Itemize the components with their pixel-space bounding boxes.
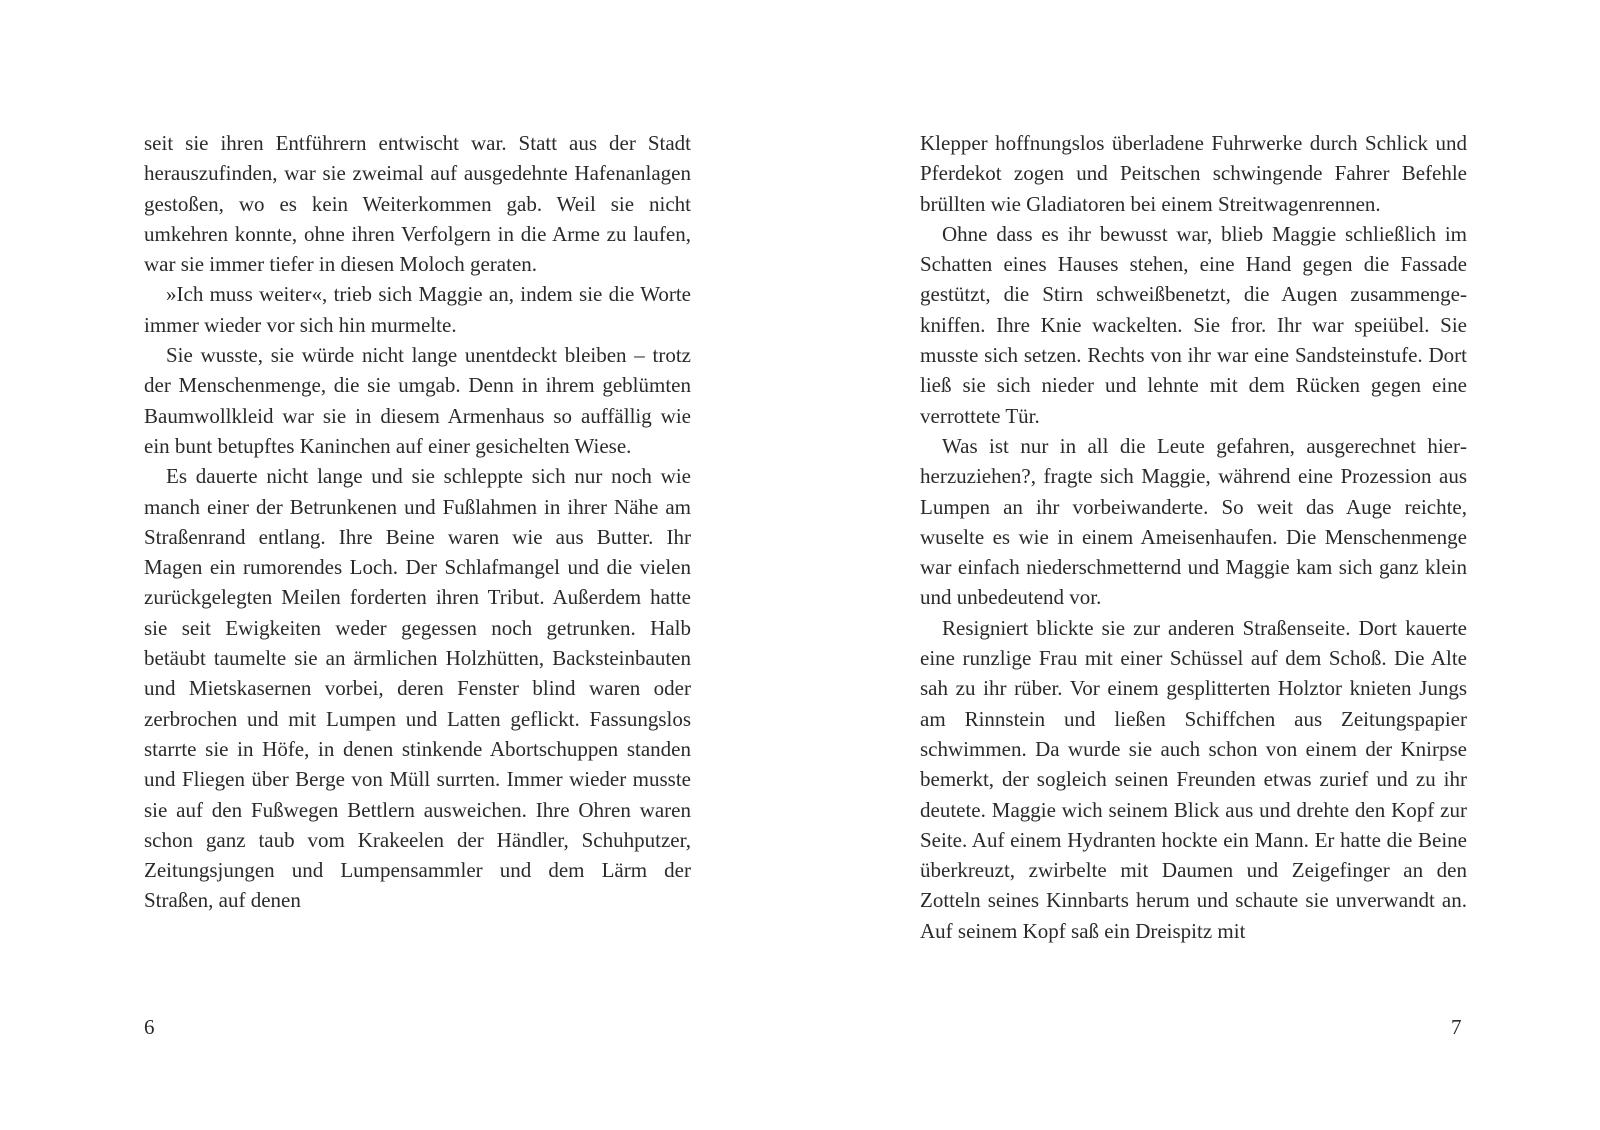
left-paragraph-1: seit sie ihren Entführern entwischt war. Statt aus der Stadt herauszufinden, war sie zweimal auf ausgedehnte Hafenanlagen gestoßen, wo es kein Weiterkommen gab. Weil sie nicht umkehren konnte, ohne ihren Verfolgern in die Arme zu laufen, war sie immer tiefer in diesen Moloch geraten.: [144, 131, 691, 277]
left-page-number: 6: [144, 1015, 155, 1039]
right-paragraph-4: Resigniert blickte sie zur anderen Straßenseite. Dort kauerte eine runzlige Frau mit einer Schüssel auf dem Schoß. Die Alte sah zu ihr rüber. Vor einem gesplitterten Holztor knieten Jungs am Rinnstein und ließen Schiffchen aus Zeitungspapier schwimmen. Da wurde sie auch schon von einem der Knirpse bemerkt, der sogleich seinen Freunden etwas zurief und zu ihr deutete. Maggie wich seinem Blick aus und drehte den Kopf zur Seite. Auf einem Hydranten hockte ein Mann. Er hatte die Beine überkreuzt, zwirbelte mit Daumen und Zeigefinger an den Zotteln seines Kinnbarts herum und schaute sie unverwandt an. Auf seinem Kopf saß ein Dreispitz mit: [920, 615, 1467, 943]
right-paragraph-3: Was ist nur in all die Leute gefahren, ausgerechnet hierherzuziehen?, fragte sich Maggie, während eine Prozession aus Lumpen an ihr vorbeiwanderte. So weit das Auge reichte, wuselte es wie in einem Ameisenhaufen. Die Menschenmenge war einfach niederschmetternd und Maggie kam sich ganz klein und unbedeutend vor.: [920, 433, 1467, 610]
right-page: [920, 128, 1467, 946]
right-paragraph-1: Klepper hoffnungslos überladene Fuhrwerke durch Schlick und Pferdekot zogen und Peitschen schwingende Fahrer Befehle brüllten wie Gladiatoren bei einem Streitwagenrennen.: [920, 131, 1467, 216]
left-page: [144, 128, 691, 916]
left-paragraph-3: Sie wusste, sie würde nicht lange unentdeckt bleiben – trotz der Menschenmenge, die sie umgab. Denn in ihrem geblümten Baumwollkleid war sie in diesem Armenhaus so auffällig wie ein bunt betupftes Kaninchen auf einer gesichelten Wiese.: [144, 343, 691, 458]
left-paragraph-4: Es dauerte nicht lange und sie schleppte sich nur noch wie manch einer der Betrunkenen und Fußlahmen in ihrer Nähe am Straßenrand entlang. Ihre Beine waren wie aus Butter. Ihr Magen ein rumorendes Loch. Der Schlafmangel und die vielen zurückgelegten Meilen forderten ihren Tribut. Außerdem hatte sie seit Ewigkeiten weder gegessen noch getrunken. Halb betäubt taumelte sie an ärmlichen Holzhütten, Backsteinbauten und Mietskasernen vorbei, deren Fenster blind waren oder zerbrochen und mit Lumpen und Latten geflickt. Fassungslos starrte sie in Höfe, in denen stinkende Abortschuppen standen und Fliegen über Berge von Müll surrten. Immer wieder musste sie auf den Fußwegen Bettlern ausweichen. Ihre Ohren waren schon ganz taub vom Krakeelen der Händler, Schuhputzer, Zeitungsjungen und Lumpensammler und dem Lärm der Straßen, auf denen: [144, 464, 691, 913]
right-paragraph-2: Ohne dass es ihr bewusst war, blieb Maggie schließlich im Schatten eines Hauses stehen, eine Hand gegen die Fassade gestützt, die Stirn schweißbenetzt, die Augen zusammengekniffen. Ihre Knie wackelten. Sie fror. Ihr war speiübel. Sie musste sich setzen. Rechts von ihr war eine Sandsteinstufe. Dort ließ sie sich nieder und lehnte mit dem Rücken gegen eine verrottete Tür.: [920, 221, 1467, 428]
right-page-number: 7: [1451, 1015, 1462, 1039]
left-paragraph-2: »Ich muss weiter«, trieb sich Maggie an, indem sie die Worte immer wieder vor sich hin murmelte.: [144, 282, 691, 337]
